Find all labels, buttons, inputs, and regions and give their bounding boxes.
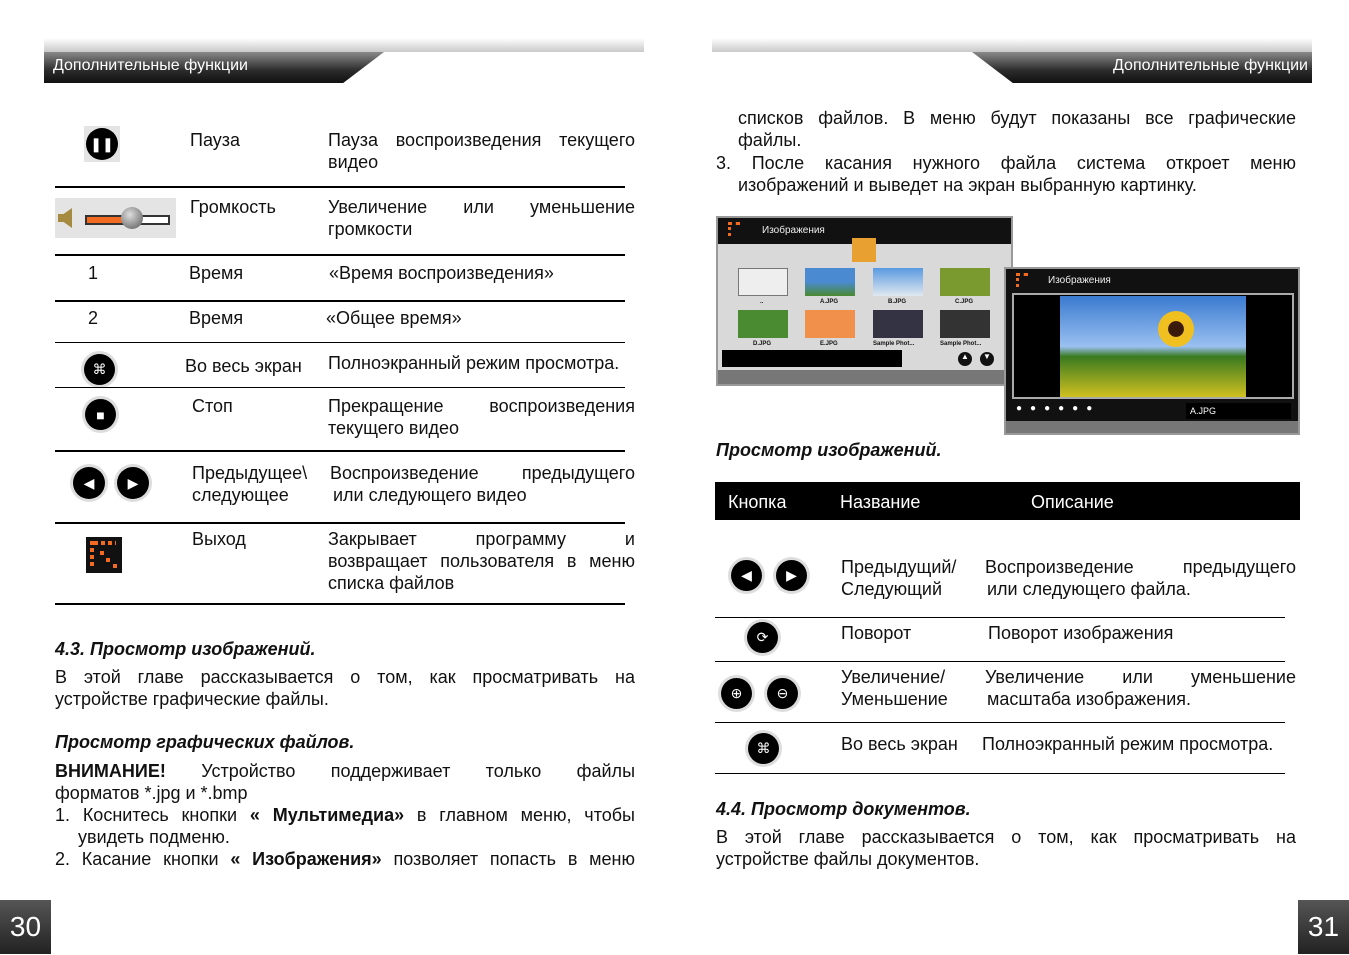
divider bbox=[55, 254, 625, 256]
stop-icon: ■ bbox=[85, 399, 116, 430]
section-title: Дополнительные функции bbox=[1113, 57, 1308, 74]
row-desc: «Время воспроизведения» bbox=[329, 263, 554, 283]
scroll-up-icon: ▲ bbox=[958, 352, 972, 366]
volume-slider-icon bbox=[55, 198, 176, 238]
intro-paragraph: В этой главе рассказывается о том, как просматривать на устройстве графические файлы. bbox=[55, 667, 635, 709]
docs-paragraph: В этой главе рассказывается о том, как просматривать на устройстве файлы документов. bbox=[716, 827, 1296, 869]
row-name: Во весь экран bbox=[841, 734, 958, 754]
fullscreen-icon: ⌘ bbox=[84, 354, 115, 385]
viewer-filename: A.JPG bbox=[1186, 403, 1291, 419]
row-desc: видео bbox=[328, 152, 379, 172]
row-name: Пауза bbox=[190, 130, 241, 150]
pause-icon: ❚❚ bbox=[86, 128, 118, 160]
next-icon: ▶ bbox=[776, 560, 807, 591]
row-desc: Полноэкранный режим просмотра. bbox=[982, 734, 1274, 754]
row-desc: списка файлов bbox=[328, 573, 455, 593]
row-desc: Прекращение воспроизведения bbox=[328, 396, 635, 416]
figure-caption: Просмотр изображений. bbox=[716, 440, 942, 460]
divider bbox=[55, 522, 625, 524]
scroll-down-icon: ▼ bbox=[980, 352, 994, 366]
row-name: Предыдущее\ bbox=[192, 463, 308, 483]
row-desc: Увеличение или уменьшение масштаба изображения. bbox=[985, 667, 1296, 709]
continued-paragraph: списков файлов. В меню будут показаны все графические файлы. bbox=[738, 108, 1296, 150]
row-desc: Увеличение или уменьшение bbox=[328, 197, 635, 217]
row-name: Увеличение/ Уменьшение bbox=[841, 667, 948, 709]
divider bbox=[55, 186, 625, 188]
previous-icon: ◀ bbox=[731, 560, 762, 591]
row-desc: Воспроизведение предыдущего или следующего файла. bbox=[985, 557, 1296, 599]
row-name: Во весь экран bbox=[185, 356, 302, 376]
screen-title: Изображения bbox=[1048, 275, 1111, 286]
row-name: Стоп bbox=[192, 396, 233, 416]
right-section-header bbox=[712, 38, 1312, 83]
previous-icon: ◀ bbox=[73, 467, 105, 499]
row-name: следующее bbox=[192, 485, 289, 505]
list-item-3: 3. После касания нужного файла система откроет меню изображений и выведет на экран выбранную картинку. bbox=[716, 153, 1296, 195]
section-title: Дополнительные функции bbox=[53, 57, 248, 74]
section-heading-4-4: 4.4. Просмотр документов. bbox=[716, 799, 971, 819]
row-name: Время bbox=[189, 263, 244, 283]
screen-title: Изображения bbox=[762, 225, 825, 236]
row-desc: Пауза воспроизведения текущего bbox=[328, 130, 635, 150]
zoom-in-icon: ⊕ bbox=[721, 678, 752, 709]
image-viewer-screenshot bbox=[1004, 267, 1300, 435]
row-desc: возвращает пользователя в меню bbox=[328, 551, 635, 571]
row-desc: или следующего видео bbox=[333, 485, 527, 505]
column-header: Название bbox=[840, 492, 921, 512]
divider bbox=[715, 617, 1285, 618]
subheading-view-files: Просмотр графических файлов. bbox=[55, 732, 355, 752]
row-desc: Воспроизведение предыдущего bbox=[330, 463, 635, 483]
row-desc: громкости bbox=[328, 219, 413, 239]
divider bbox=[715, 722, 1285, 723]
divider bbox=[715, 661, 1285, 662]
divider bbox=[55, 450, 625, 452]
row-desc: текущего видео bbox=[328, 418, 460, 438]
divider bbox=[55, 387, 625, 388]
section-heading-4-3: 4.3. Просмотр изображений. bbox=[55, 639, 316, 659]
row-name: Предыдущий/ Следующий bbox=[841, 557, 957, 599]
column-header: Описание bbox=[1031, 492, 1114, 512]
exit-icon bbox=[86, 537, 122, 573]
attention-paragraph: ВНИМАНИЕ! Устройство поддерживает только файлы форматов *.jpg и *.bmp 1. Коснитесь кнопки « Мультимедиа» в главном меню, чтобы увидеть подменю. 2. Касание кнопки « Изображения» позволяет попасть в меню bbox=[55, 761, 635, 869]
fullscreen-icon: ⌘ bbox=[748, 733, 779, 764]
file-browser-screenshot: Изображения .. A.JPG B.JPG C.JPG D.JPG E.JPG Sample Phot... Sample Phot... ▲ ▼ bbox=[716, 216, 1013, 386]
row-name: Выход bbox=[192, 529, 246, 549]
page-number-right: 31 bbox=[1298, 900, 1349, 954]
row-desc: «Общее время» bbox=[326, 308, 462, 328]
next-icon: ▶ bbox=[117, 467, 149, 499]
left-section-header bbox=[44, 38, 644, 83]
divider bbox=[55, 342, 625, 343]
zoom-out-icon: ⊖ bbox=[767, 678, 798, 709]
divider bbox=[55, 300, 625, 302]
table-header bbox=[715, 482, 1300, 520]
divider bbox=[55, 603, 625, 605]
row-name: Громкость bbox=[190, 197, 276, 217]
row-desc: Полноэкранный режим просмотра. bbox=[328, 353, 620, 373]
column-header: Кнопка bbox=[728, 492, 787, 512]
rotate-icon: ⟳ bbox=[747, 622, 778, 653]
row-number: 1 bbox=[88, 263, 99, 283]
viewer-controls-icons: ●●●●●● bbox=[1016, 403, 1101, 414]
row-desc: Поворот изображения bbox=[988, 623, 1174, 643]
row-desc: Закрывает программу и bbox=[328, 529, 635, 549]
row-name: Поворот bbox=[841, 623, 912, 643]
divider bbox=[715, 773, 1285, 774]
row-number: 2 bbox=[88, 308, 99, 328]
page-number-left: 30 bbox=[0, 900, 51, 954]
row-name: Время bbox=[189, 308, 244, 328]
